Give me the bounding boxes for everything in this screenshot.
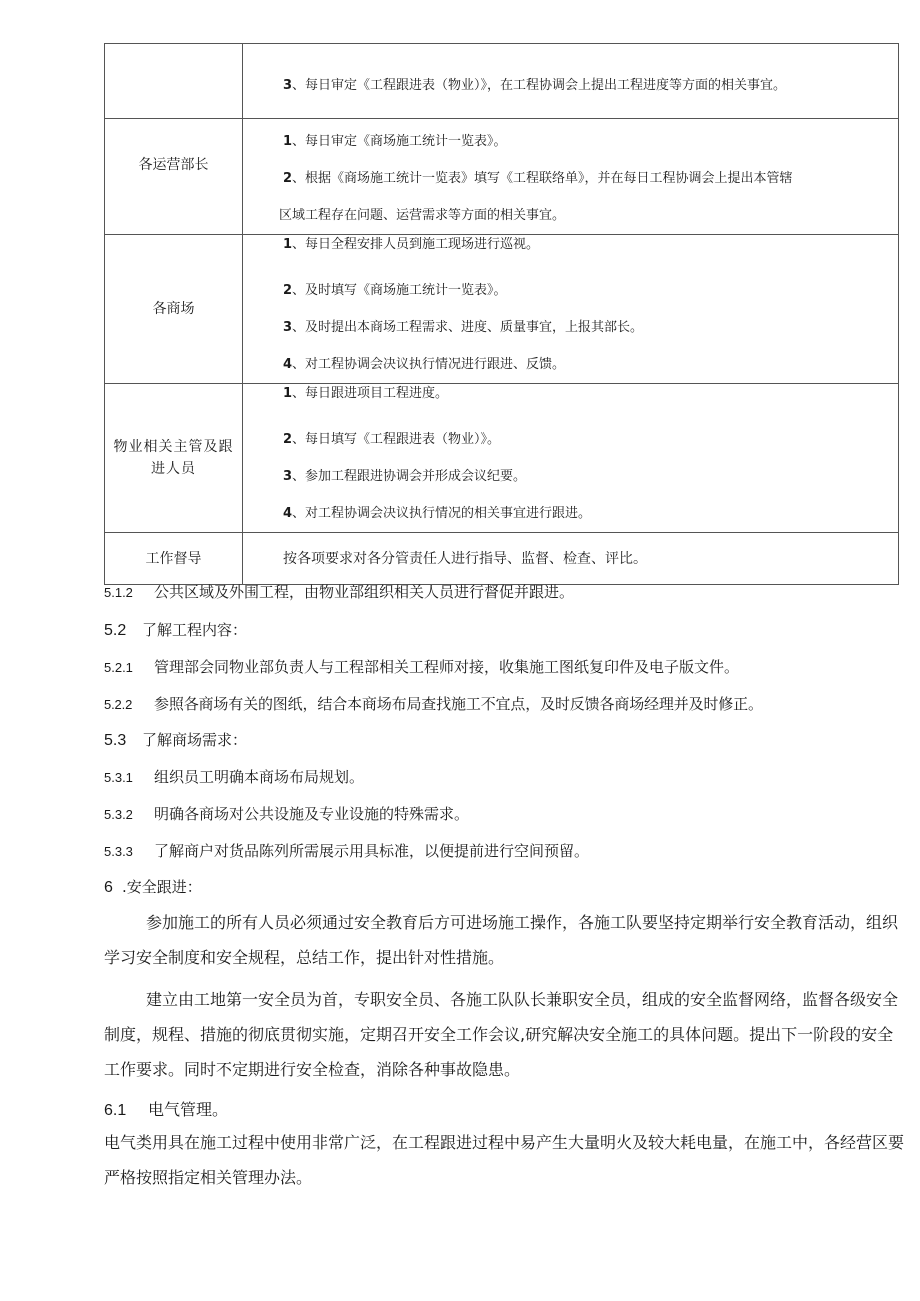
responsibility-table [104,43,899,585]
duty-item: 2、每日填写《工程跟进表（物业）》。 [283,432,501,447]
table-row [105,533,899,585]
duty-item: 2、根据《商场施工统计一览表》填写《工程联络单》，并在每日工程协调会上提出本管辖 [283,171,793,186]
duty-cell [243,533,899,585]
section-5-3-heading: 5.3 了解商场需求： [104,731,248,749]
duty-cell [243,384,899,533]
safety-paragraph-2: 建立由工地第一安全员为首，专职安全员、各施工队队长兼职安全员，组成的安全监督网络，监督各级安全制度，规程、措施的彻底贯彻实施，定期召开安全工作会议,研究解决安全施工的具体问题。提出下一阶段的安全工作要求。同时不定期进行安全检查，消除各种事故隐患。 [104,990,899,1079]
role-cell [105,44,243,119]
duty-cell [243,44,899,119]
role-cell: 工作督导 [105,533,243,585]
role-cell: 物业相关主管及跟进人员 [105,384,243,533]
duty-item: 按各项要求对各分管责任人进行指导、监督、检查、评比。 [283,550,647,567]
table-row [105,44,899,119]
duty-item: 1、每日全程安排人员到施工现场进行巡视。 [283,237,540,252]
table-row [105,384,899,533]
role-cell: 各商场 [105,235,243,384]
table-row [105,235,899,384]
section-6-heading: 6 .安全跟进： [104,878,202,896]
section-6-1-heading: 6.1 电气管理。 [104,1100,229,1119]
duty-item: 1、每日跟进项目工程进度。 [283,386,449,401]
safety-paragraph-1: 参加施工的所有人员必须通过安全教育后方可进场施工操作，各施工队要坚持定期举行安全教育活动，组织学习安全制度和安全规程，总结工作，提出针对性措施。 [104,913,899,967]
table-row [105,119,899,235]
section-5-2-2: 5.2.2 参照各商场有关的图纸，结合本商场布局查找施工不宜点，及时反馈各商场经理并及时修正。 [104,695,763,713]
section-5-3-2: 5.3.2 明确各商场对公共设施及专业设施的特殊需求。 [104,805,470,823]
duty-item: 3、及时提出本商场工程需求、进度、质量事宜，上报其部长。 [283,320,644,335]
electrical-paragraph: 电气类用具在施工过程中使用非常广泛，在工程跟进过程中易产生大量明火及较大耗电量，在施工中，各经营区要严格按照指定相关管理办法。 [104,1133,905,1187]
duty-cell [243,119,899,235]
section-5-2-heading: 5.2 了解工程内容： [104,621,248,639]
duty-item: 4、对工程协调会决议执行情况的相关事宜进行跟进。 [283,506,592,521]
duty-item: 1、每日审定《商场施工统计一览表》。 [283,134,507,149]
section-5-1-2: 5.1.2 公共区域及外围工程，由物业部组织相关人员进行督促并跟进。 [104,583,575,601]
duty-item: 3、参加工程跟进协调会并形成会议纪要。 [283,469,527,484]
duty-cell [243,235,899,384]
section-5-3-1: 5.3.1 组织员工明确本商场布局规划。 [104,768,365,786]
section-5-3-3: 5.3.3 了解商户对货品陈列所需展示用具标准，以便提前进行空间预留。 [104,842,590,860]
section-5-2-1: 5.2.1 管理部会同物业部负责人与工程部相关工程师对接，收集施工图纸复印件及电子版文件。 [104,658,740,676]
duty-item-continued: 区域工程存在问题、运营需求等方面的相关事宜。 [279,208,566,223]
duty-item: 2、及时填写《商场施工统计一览表》。 [283,283,507,298]
duty-item: 4、对工程协调会决议执行情况进行跟进、反馈。 [283,357,566,372]
duty-item: 3、每日审定《工程跟进表（物业）》，在工程协调会上提出工程进度等方面的相关事宜。 [283,78,787,93]
role-cell: 各运营部长 [105,119,243,235]
